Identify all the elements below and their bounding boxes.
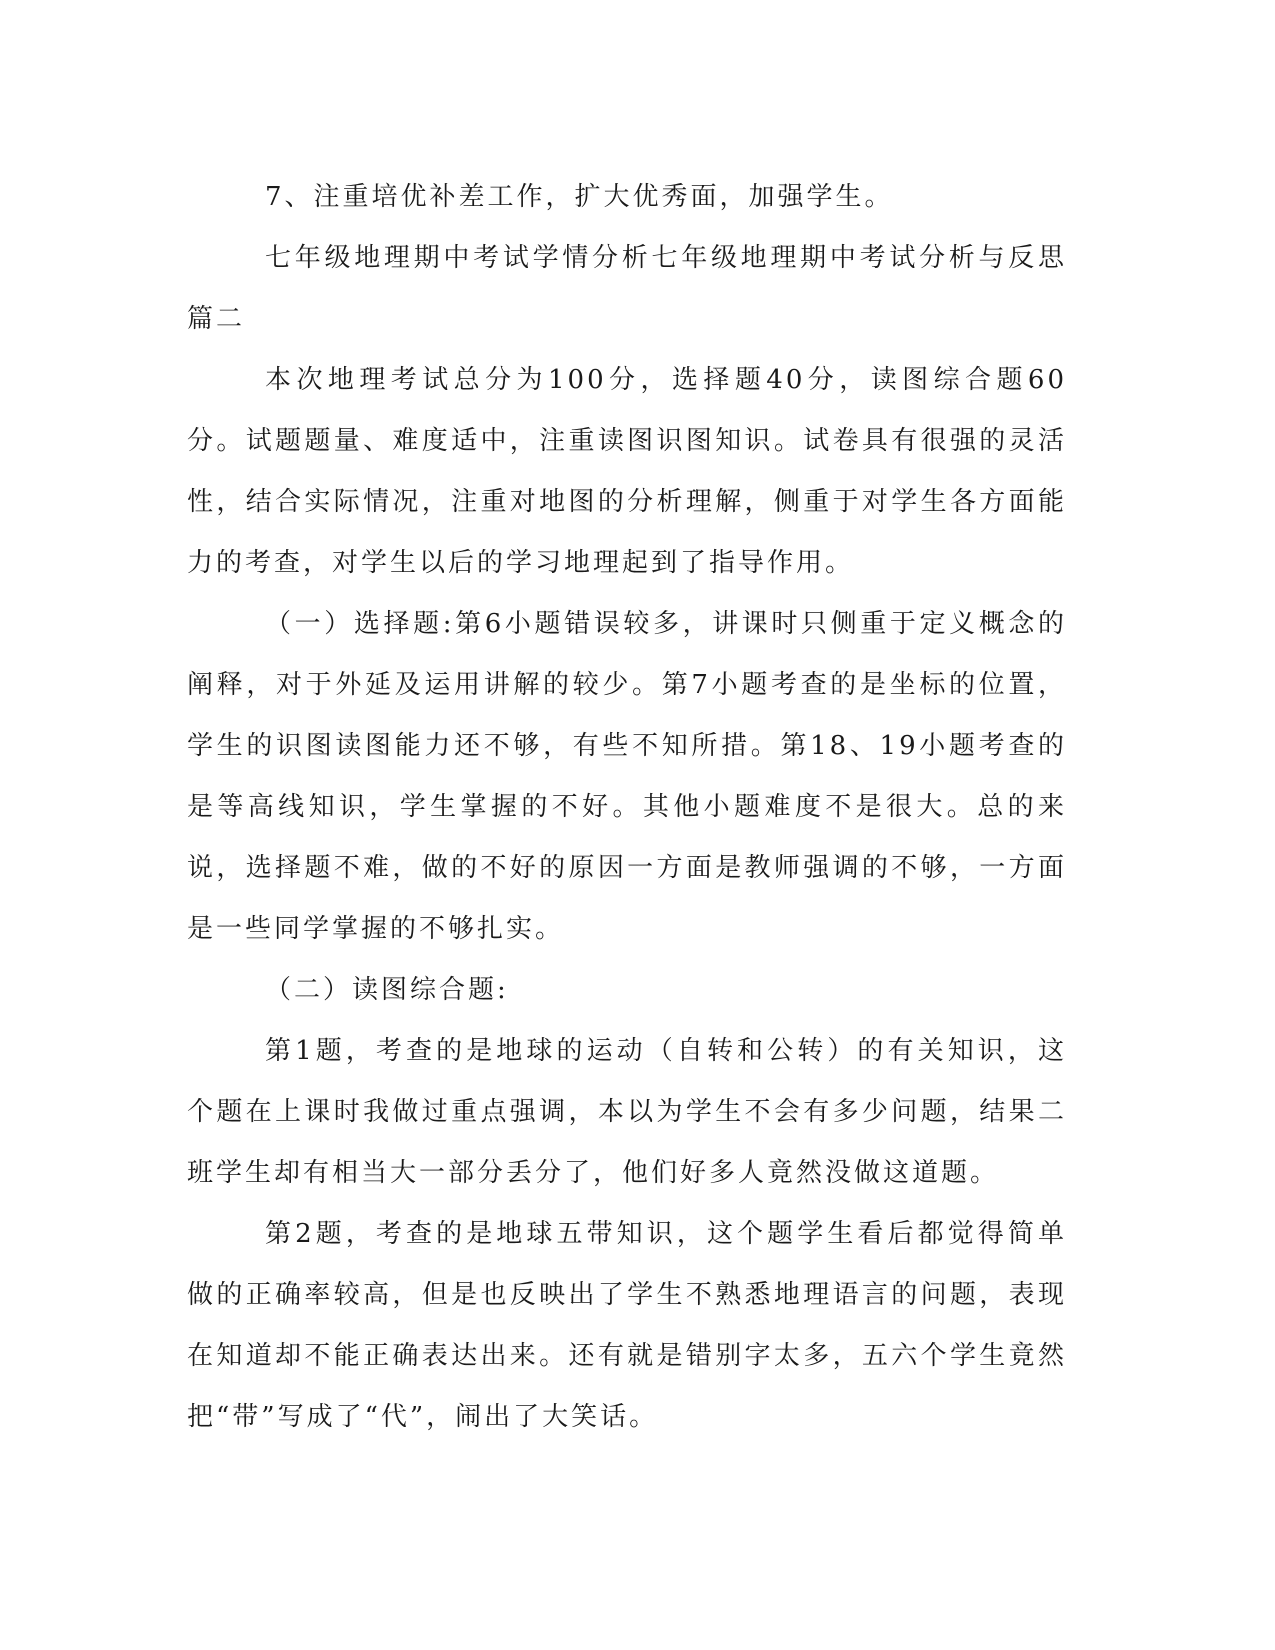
paragraph-question-2: 第2题，考查的是地球五带知识，这个题学生看后都觉得简单做的正确率较高，但是也反映出了学生不熟悉地理语言的问题，表现在知道却不能正确表达出来。还有就是错别字太多，五六个学生竟然把“带”写成了“代”，闹出了大笑话。 xyxy=(187,1219,1067,1432)
section-heading: 七年级地理期中考试学情分析七年级地理期中考试分析与反思篇二 xyxy=(187,243,1067,334)
paragraph-exam-overview: 本次地理考试总分为100分，选择题40分，读图综合题60分。试题题量、难度适中，注重读图识图知识。试卷具有很强的灵活性，结合实际情况，注重对地图的分析理解，侧重于对学生各方面能力的考查，对学生以后的学习地理起到了指导作用。 xyxy=(187,365,1067,578)
paragraph-question-1: 第1题，考查的是地球的运动（自转和公转）的有关知识，这个题在上课时我做过重点强调，本以为学生不会有多少问题，结果二班学生却有相当大一部分丢分了，他们好多人竟然没做这道题。 xyxy=(187,1036,1067,1188)
paragraph-item-7: 7、注重培优补差工作，扩大优秀面，加强学生。 xyxy=(265,182,894,212)
paragraph-multiple-choice: （一）选择题:第6小题错误较多，讲课时只侧重于定义概念的阐释，对于外延及运用讲解的较少。第7小题考查的是坐标的位置，学生的识图读图能力还不够，有些不知所措。第18、19小题考查的是等高线知识，学生掌握的不好。其他小题难度不是很大。总的来说，选择题不难，做的不好的原因一方面是教师强调的不够，一方面是一些同学掌握的不够扎实。 xyxy=(187,609,1067,944)
document-body xyxy=(187,167,1067,1448)
paragraph-map-reading-heading: （二）读图综合题: xyxy=(265,975,509,1005)
